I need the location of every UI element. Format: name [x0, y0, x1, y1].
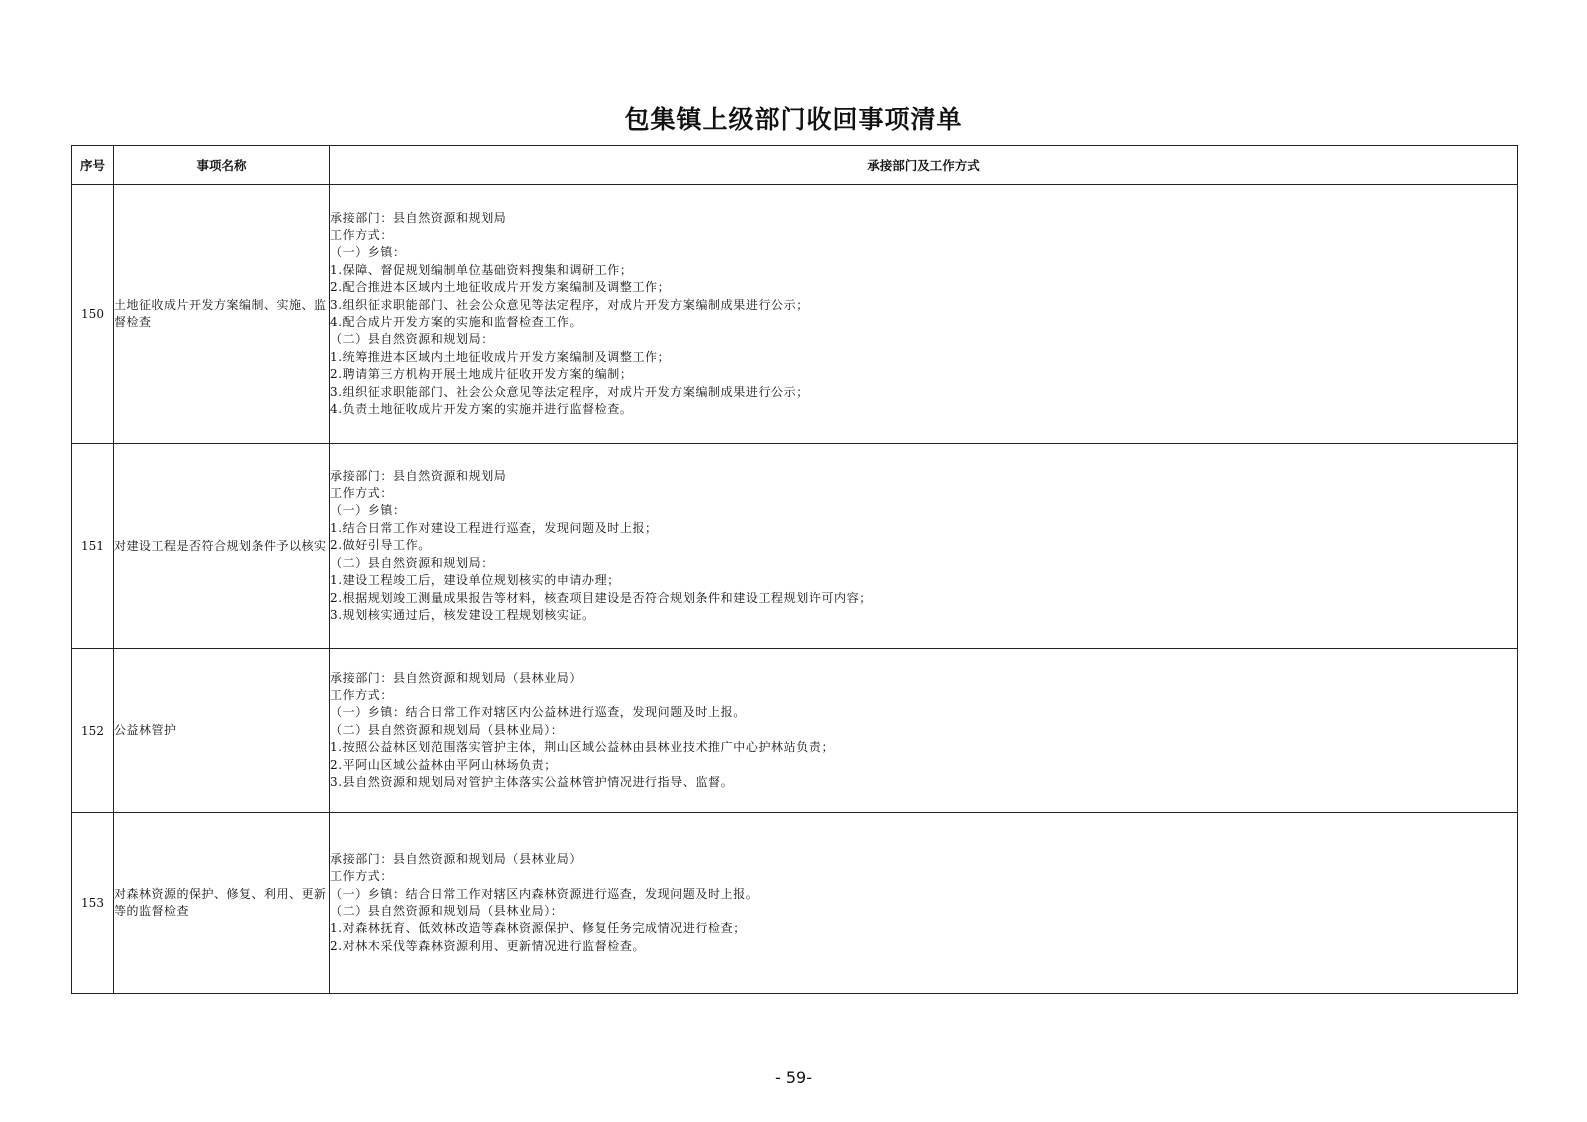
department-method [330, 185, 1518, 444]
content-line: （一）乡镇： [330, 503, 406, 518]
item-name: 对建设工程是否符合规划条件予以核实 [114, 444, 330, 649]
table-header-row [72, 146, 1518, 185]
content-line: 3.组织征求职能部门、社会公众意见等法定程序，对成片开发方案编制成果进行公示； [330, 297, 809, 312]
row-number: 152 [72, 649, 114, 813]
items-table [71, 145, 1518, 994]
content-line: 1.按照公益林区划范围落实管护主体，荆山区域公益林由县林业技术推广中心护林站负责； [330, 740, 835, 755]
content-line: 承接部门：县自然资源和规划局 [330, 210, 507, 225]
content-line: 1.结合日常工作对建设工程进行巡查，发现问题及时上报； [330, 520, 658, 535]
item-name: 公益林管护 [114, 649, 330, 813]
content-line: 3.规划核实通过后，核发建设工程规划核实证。 [330, 607, 595, 622]
page-title: 包集镇上级部门收回事项清单 [624, 105, 963, 134]
content-line: （一）乡镇：结合日常工作对辖区内公益林进行巡查，发现问题及时上报。 [330, 705, 746, 720]
table-row [72, 444, 1518, 649]
content-line: 工作方式： [330, 486, 394, 501]
content-line: 2.对林木采伐等森林资源利用、更新情况进行监督检查。 [330, 938, 646, 953]
table-row [72, 813, 1518, 994]
row-number: 153 [72, 813, 114, 994]
content-line: 3.县自然资源和规划局对管护主体落实公益林管护情况进行指导、监督。 [330, 775, 734, 790]
content-line: 4.配合成片开发方案的实施和监督检查工作。 [330, 315, 583, 329]
content-line: 1.统筹推进本区域内土地征收成片开发方案编制及调整工作； [330, 349, 671, 364]
content-line: 工作方式： [330, 869, 394, 884]
row-number: 151 [72, 444, 114, 649]
content-line: 3.组织征求职能部门、社会公众意见等法定程序，对成片开发方案编制成果进行公示； [330, 384, 809, 399]
page-number: - 59- [775, 1068, 812, 1087]
department-method [330, 813, 1518, 994]
content-line: 工作方式： [330, 227, 394, 242]
content-line: （一）乡镇：结合日常工作对辖区内森林资源进行巡查，发现问题及时上报。 [330, 886, 759, 901]
item-name: 土地征收成片开发方案编制、实施、监督检查 [114, 185, 330, 444]
content-line: 2.做好引导工作。 [330, 538, 431, 553]
content-line: 工作方式： [330, 687, 394, 702]
table-row [72, 185, 1518, 444]
department-method [330, 444, 1518, 649]
item-name: 对森林资源的保护、修复、利用、更新等的监督检查 [114, 813, 330, 994]
content-line: （二）县自然资源和规划局： [330, 332, 494, 347]
department-method [330, 649, 1518, 813]
content-line: 承接部门：县自然资源和规划局（县林业局） [330, 851, 583, 866]
content-line: 承接部门：县自然资源和规划局 [330, 468, 507, 483]
content-line: 2.根据规划竣工测量成果报告等材料，核查项目建设是否符合规划条件和建设工程规划许可内容； [330, 590, 872, 605]
header-department-method: 承接部门及工作方式 [330, 146, 1518, 185]
table-row [72, 649, 1518, 813]
content-line: （二）县自然资源和规划局（县林业局）： [330, 722, 564, 737]
content-line: （二）县自然资源和规划局： [330, 555, 494, 570]
row-number: 150 [72, 185, 114, 444]
content-line: 2.聘请第三方机构开展土地成片征收开发方案的编制； [330, 367, 633, 382]
content-line: （二）县自然资源和规划局（县林业局）： [330, 904, 564, 918]
content-line: 承接部门：县自然资源和规划局（县林业局） [330, 670, 583, 685]
content-line: 2.配合推进本区域内土地征收成片开发方案编制及调整工作； [330, 280, 671, 295]
content-line: 2.平阿山区域公益林由平阿山林场负责； [330, 757, 557, 772]
header-seq: 序号 [72, 146, 114, 185]
content-line: 1.建设工程竣工后，建设单位规划核实的申请办理； [330, 573, 620, 588]
header-item-name: 事项名称 [114, 146, 330, 185]
content-line: 1.对森林抚育、低效林改造等森林资源保护、修复任务完成情况进行检查； [330, 921, 746, 936]
content-line: （一）乡镇： [330, 245, 406, 260]
content-line: 1.保障、督促规划编制单位基础资料搜集和调研工作； [330, 262, 633, 277]
content-line: 4.负责土地征收成片开发方案的实施并进行监督检查。 [330, 402, 633, 417]
